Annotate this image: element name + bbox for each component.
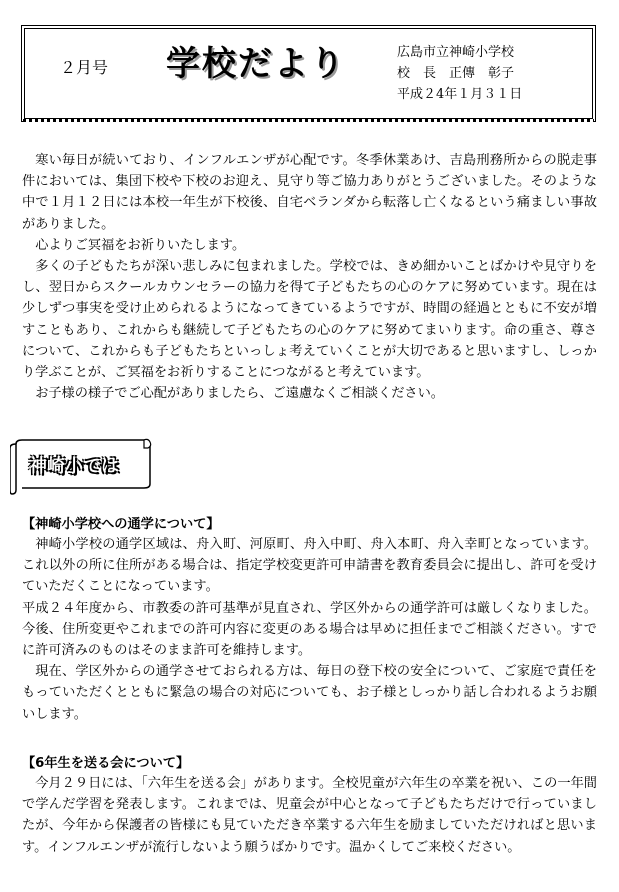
issue-label: ２月号 — [60, 58, 109, 77]
school-info — [397, 42, 522, 105]
issue-date: 平成２4年１月３１日 — [397, 87, 523, 102]
section2-paragraph-1: 今月２９日には、「六年生を送る会」があります。全校児童が六年生の卒業を祝い、この一年間で学んだ学習を発表します。これまでは、児童会が中心となって子どもたちだけで行っていましたが、今年から保護者の皆様にも見ていただき卒業する六年生を励ましていただければと思います。インフルエンザが流行しないよう願うばかりです。温かくしてご来校ください。 — [22, 776, 597, 855]
intro-paragraph-2: 心よりご冥福をお祈りいたします。 — [35, 237, 246, 253]
section1-heading: 【神崎小学校への通学について】 — [22, 517, 220, 532]
section2-heading: 【6年生を送る会について】 — [22, 756, 190, 771]
section1-paragraph-3: 現在、学区外からの通学させておられる方は、毎日の登下校の安全について、ご家庭で責任をもっていただくとともに緊急の場合の対応についても、お子様としっかり話し合われるようお願いします。 — [22, 664, 597, 722]
intro-paragraph-3: 多くの子どもたちが深い悲しみに包まれました。学校では、きめ細かいことばかけや見守りをし、翌日からスクールカウンセラーの協力を得て子どもたちの心のケアに努めています。現在は少しずつ事実を受け止められるようになってきているようですが、時間の経過とともに不安が増すこともあり、これからも継続して子どもたちの心のケアに努めてまいります。命の重さ、尊さについて、これからも子どもたちといっしょ考えていくことが大切であると思いますし、しっかり学ぶことが、ご冥福をお祈りすることにつながると考えています。 — [22, 259, 597, 381]
banner-label: 神崎小では — [29, 456, 119, 477]
section2-text — [22, 773, 597, 858]
intro-paragraph-4: お子様の様子でご心配がありましたら、ご遠慮なくご相談ください。 — [35, 386, 444, 402]
principal-name: 校 長 正傳 彰子 — [397, 66, 515, 81]
newsletter-title: 学校だより — [166, 44, 346, 84]
intro-paragraph-1: 寒い毎日が続いており、インフルエンザが心配です。冬季休業あけ、吉島刑務所からの脱走事件においては、集団下校や下校のお迎え、見守り等ご協力ありがとうございました。そのような中で１月１２日には本校一年生が下校後、自宅ベランダから転落し亡くなるという痛ましい事故がありました。 — [22, 153, 597, 232]
section1-paragraph-2: 平成２４年度から、市教委の許可基準が見直され、学区外からの通学許可は厳しくなりました。今後、住所変更やこれまでの許可内容に変更のある場合は早めに担任までご相談ください。すでに許可済みのものはそのまま許可を維持します。 — [22, 600, 597, 659]
intro-text — [22, 150, 597, 404]
school-name: 広島市立神崎小学校 — [397, 45, 515, 60]
section1-paragraph-1: 神崎小学校の通学区域は、舟入町、河原町、舟入中町、舟入本町、舟入幸町となっています。これ以外の所に住所がある場合は、指定学校変更許可申請書を教育委員会に提出し、許可を受けていただくことになっています。 — [22, 537, 597, 595]
section1-text — [22, 534, 597, 725]
